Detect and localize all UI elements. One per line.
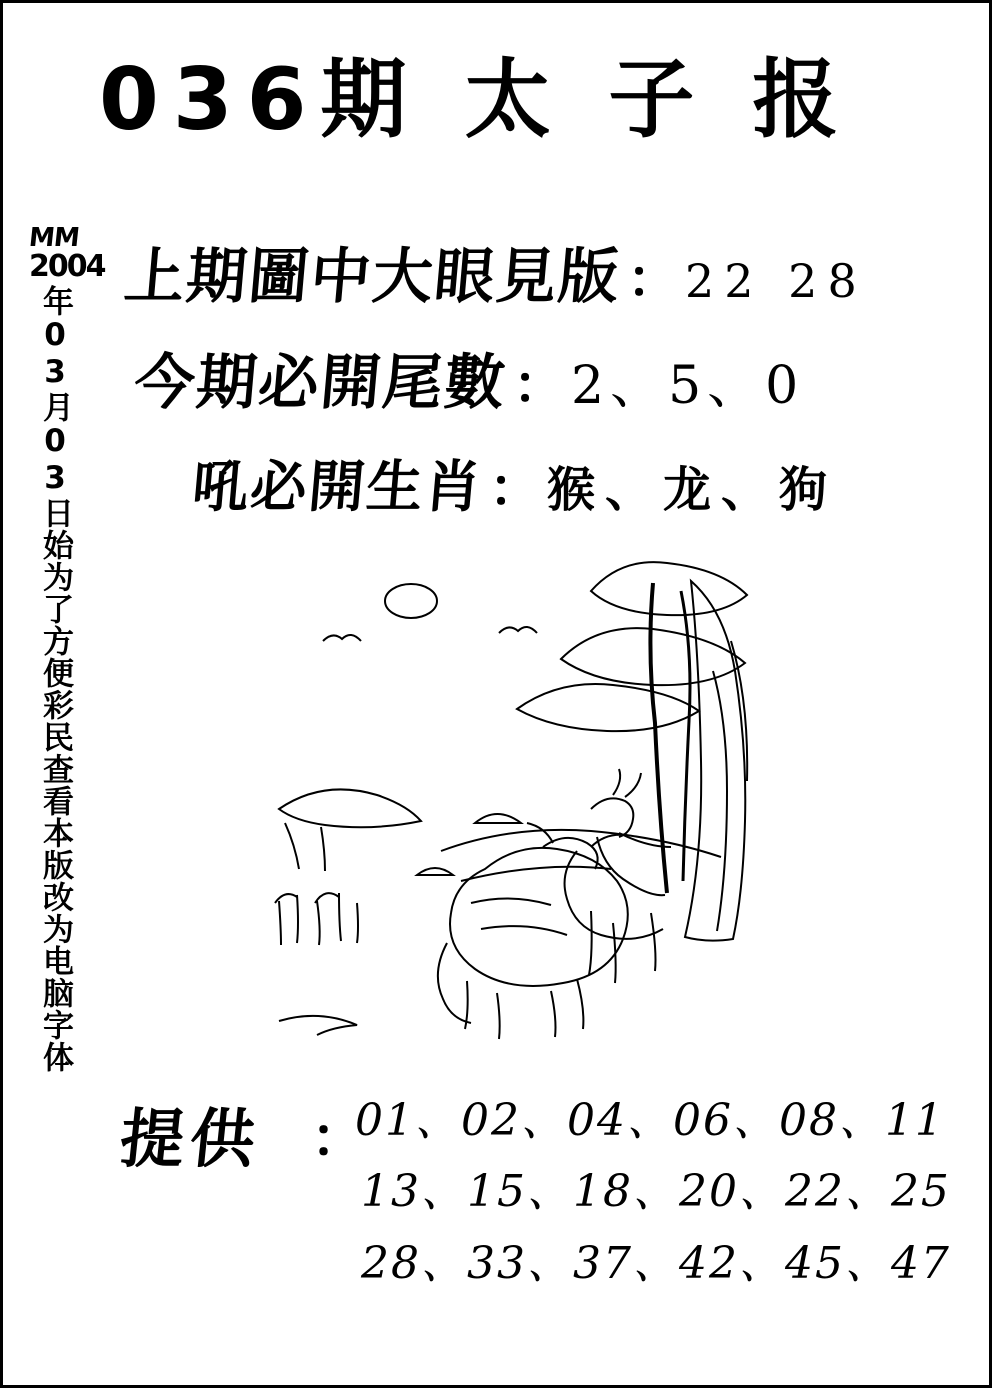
number-row: 01、02、04、06、08、11 bbox=[355, 1095, 945, 1146]
bird-icon-2 bbox=[499, 627, 537, 633]
twig bbox=[279, 1016, 357, 1035]
headline-value-1: 22 28 bbox=[685, 254, 867, 308]
provide-label: 提供 bbox=[116, 1103, 265, 1177]
side-strip bbox=[29, 225, 105, 1235]
number-row: 28、33、37、42、45、47 bbox=[361, 1237, 951, 1289]
grass-cluster bbox=[275, 893, 358, 945]
pine-canopy-low bbox=[517, 684, 699, 731]
headline-separator-2: ： bbox=[513, 356, 566, 416]
provide-number-list bbox=[355, 1085, 955, 1299]
rock bbox=[685, 581, 745, 941]
headline-separator-1: ： bbox=[627, 250, 680, 310]
headline-row-previous-issue bbox=[121, 229, 867, 315]
provide-separator: ： bbox=[311, 1106, 365, 1169]
goat-front bbox=[438, 823, 628, 1039]
side-strip-vertical-text: 年03月03日始为了方便彩民查看本版改为电脑字体 bbox=[37, 284, 73, 1073]
headline-value-3: 猴、龙、狗 bbox=[547, 462, 838, 518]
illustration bbox=[261, 551, 821, 1071]
sun-icon bbox=[385, 584, 437, 618]
headline-label-2: 今期必開尾數 bbox=[131, 348, 510, 418]
headline-row-zodiac bbox=[189, 443, 838, 523]
headline-separator-3: ： bbox=[489, 459, 542, 519]
pine-canopy-top bbox=[591, 562, 747, 615]
small-rock-2 bbox=[417, 868, 453, 875]
headline-label-1: 上期圖中大眼見版 bbox=[121, 242, 624, 312]
page-title: 036期 太 子 报 bbox=[99, 50, 853, 150]
headline-row-tail-numbers bbox=[131, 335, 805, 421]
number-row: 13、15、18、20、22、25 bbox=[361, 1166, 951, 1218]
small-rock-1 bbox=[475, 814, 521, 823]
side-strip-mm: MM bbox=[27, 223, 81, 253]
headline-value-2: 2、5、0 bbox=[571, 356, 805, 416]
bush-left bbox=[279, 789, 421, 827]
ground-line bbox=[441, 830, 721, 857]
bird-icon-1 bbox=[323, 635, 361, 641]
side-strip-year: 2004 bbox=[29, 249, 105, 284]
headline-label-3: 吼必開生肖 bbox=[189, 455, 486, 520]
